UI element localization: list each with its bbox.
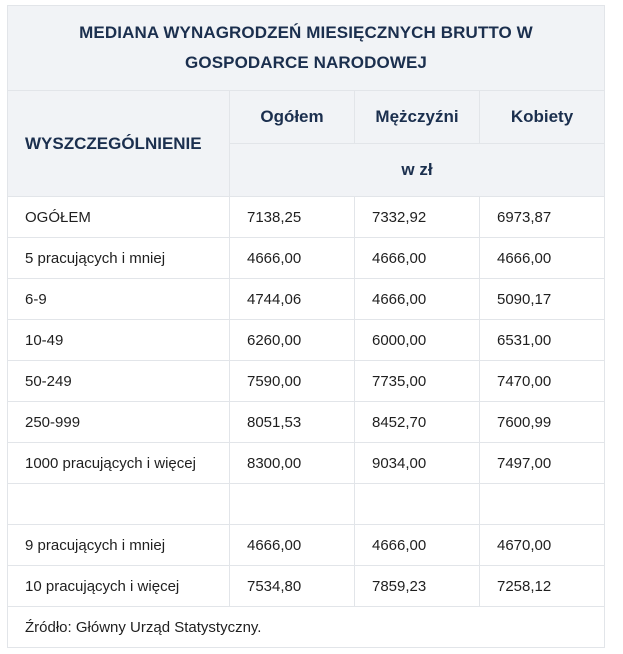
cell-women: 7258,12	[480, 566, 605, 607]
table-row	[8, 443, 605, 484]
table-row	[8, 279, 605, 320]
cell-men: 8452,70	[355, 402, 480, 443]
cell-total: 7138,25	[230, 197, 355, 238]
cell-total: 4666,00	[230, 525, 355, 566]
row-label: 10 pracujących i więcej	[8, 566, 230, 607]
cell-men: 7859,23	[355, 566, 480, 607]
table-row-empty	[8, 484, 605, 525]
cell-men: 7332,92	[355, 197, 480, 238]
cell-women: 4666,00	[480, 238, 605, 279]
cell-total: 6260,00	[230, 320, 355, 361]
table-row	[8, 197, 605, 238]
cell-total: 4744,06	[230, 279, 355, 320]
table-row	[8, 402, 605, 443]
table-row	[8, 525, 605, 566]
salary-table-container	[7, 5, 604, 648]
cell-men: 4666,00	[355, 238, 480, 279]
cell-women: 5090,17	[480, 279, 605, 320]
table-title: MEDIANA WYNAGRODZEŃ MIESIĘCZNYCH BRUTTO W GOSPODARCE NARODOWEJ	[8, 6, 605, 91]
cell-women	[480, 484, 605, 525]
cell-total: 7590,00	[230, 361, 355, 402]
table-row	[8, 320, 605, 361]
table-row	[8, 566, 605, 607]
row-label: 10-49	[8, 320, 230, 361]
cell-total: 4666,00	[230, 238, 355, 279]
col-header-men: Mężczyźni	[355, 91, 480, 144]
cell-women: 6973,87	[480, 197, 605, 238]
cell-men: 6000,00	[355, 320, 480, 361]
cell-women: 7600,99	[480, 402, 605, 443]
table-row	[8, 361, 605, 402]
cell-total: 7534,80	[230, 566, 355, 607]
source-row	[8, 607, 605, 648]
cell-women: 7497,00	[480, 443, 605, 484]
row-label: 5 pracujących i mniej	[8, 238, 230, 279]
cell-men: 4666,00	[355, 525, 480, 566]
cell-men: 4666,00	[355, 279, 480, 320]
row-label: OGÓŁEM	[8, 197, 230, 238]
cell-total: 8300,00	[230, 443, 355, 484]
cell-men	[355, 484, 480, 525]
salary-table	[7, 5, 605, 648]
cell-women: 4670,00	[480, 525, 605, 566]
row-label: 250-999	[8, 402, 230, 443]
row-label	[8, 484, 230, 525]
cell-men: 7735,00	[355, 361, 480, 402]
cell-women: 7470,00	[480, 361, 605, 402]
cell-total: 8051,53	[230, 402, 355, 443]
row-label: 1000 pracujących i więcej	[8, 443, 230, 484]
col-header-women: Kobiety	[480, 91, 605, 144]
table-row	[8, 238, 605, 279]
col-header-total: Ogółem	[230, 91, 355, 144]
row-header: WYSZCZEGÓLNIENIE	[8, 91, 230, 197]
source-note: Źródło: Główny Urząd Statystyczny.	[8, 607, 605, 648]
cell-men: 9034,00	[355, 443, 480, 484]
cell-women: 6531,00	[480, 320, 605, 361]
unit-header: w zł	[230, 144, 605, 197]
row-label: 50-249	[8, 361, 230, 402]
cell-total	[230, 484, 355, 525]
row-label: 6-9	[8, 279, 230, 320]
row-label: 9 pracujących i mniej	[8, 525, 230, 566]
